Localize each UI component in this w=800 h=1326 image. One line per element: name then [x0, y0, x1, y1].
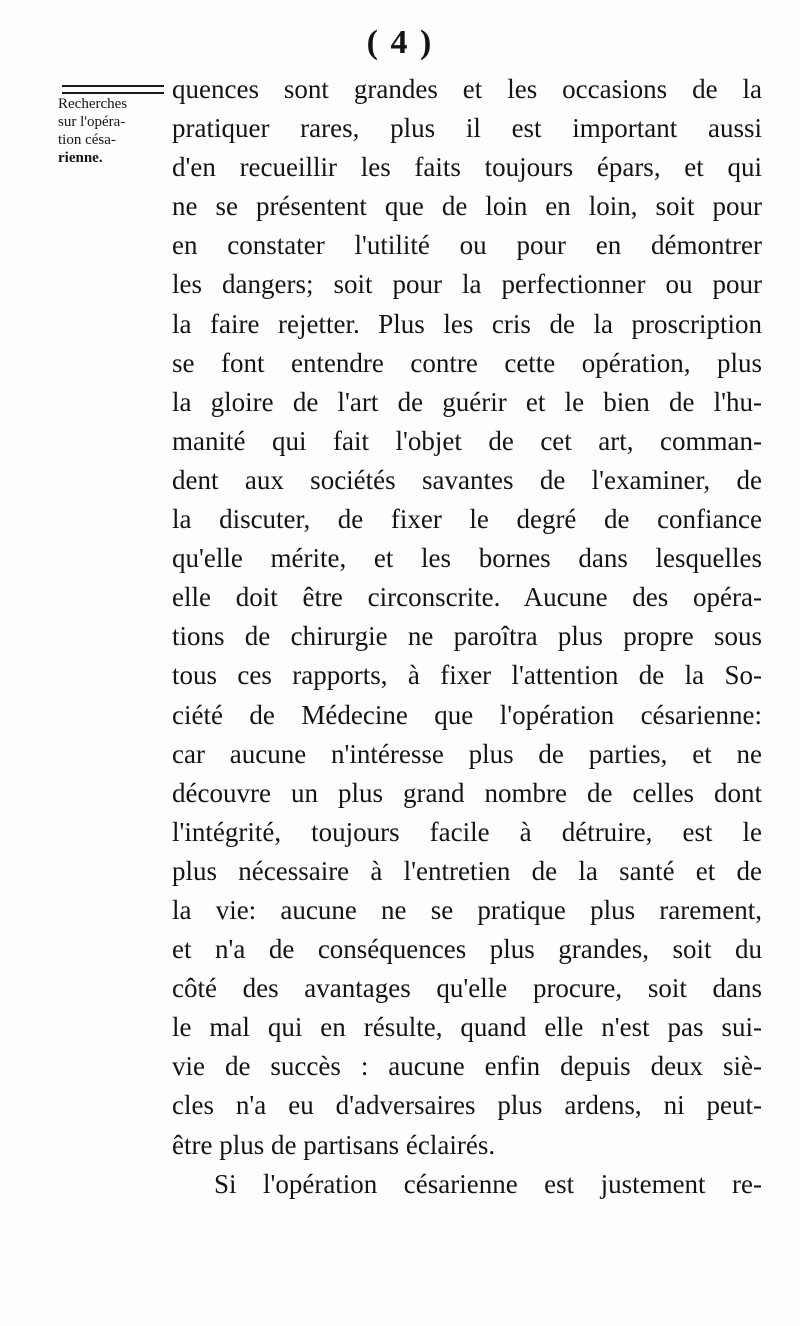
text-line: la vie: aucune ne se pratique plus rarement, [172, 894, 762, 925]
text-line: la discuter, de fixer le degré de confiance [172, 504, 762, 535]
page-number: ( 4 ) [366, 24, 434, 61]
text-line: ne se présentent que de loin en loin, soit pour [172, 191, 762, 222]
text-line: d'en recueillir les faits toujours épars, et qui [172, 152, 762, 183]
text-line: les dangers; soit pour la perfectionner ou pour [172, 269, 762, 300]
text-line: la gloire de l'art de guérir et le bien de l'hu- [172, 386, 762, 417]
margin-note-line: rienne. [58, 150, 103, 166]
text-line: côté des avantages qu'elle procure, soit dans [172, 973, 762, 1004]
text-line: vie de succès : aucune enfin depuis deux siè- [172, 1051, 762, 1082]
text-line: Si l'opération césarienne est justement re- [214, 1168, 762, 1199]
text-line: l'intégrité, toujours facile à détruire, est le [172, 816, 762, 847]
text-line: ciété de Médecine que l'opération césarienne: [172, 699, 762, 730]
margin-note [58, 95, 168, 167]
text-line: qu'elle mérite, et les bornes dans lesquelles [172, 543, 762, 574]
text-line: tions de chirurgie ne paroîtra plus propre sous [172, 621, 762, 652]
margin-note-line: Recherches [58, 96, 128, 112]
text-line: découvre un plus grand nombre de celles dont [172, 777, 762, 808]
text-line: quences sont grandes et les occasions de la [172, 74, 762, 104]
text-line: car aucune n'intéresse plus de parties, et ne [172, 738, 762, 769]
text-line: le mal qui en résulte, quand elle n'est pas sui- [172, 1012, 762, 1043]
text-line: tous ces rapports, à fixer l'attention de la So- [172, 660, 762, 691]
text-line: pratiquer rares, plus il est important aussi [172, 113, 762, 144]
body-text [172, 70, 762, 1204]
text-line: et n'a de conséquences plus grandes, soit du [172, 934, 762, 965]
text-line: en constater l'utilité ou pour en démontrer [172, 230, 762, 261]
text-line: se font entendre contre cette opération, plus [172, 347, 762, 378]
text-line: plus nécessaire à l'entretien de la santé et de [172, 855, 762, 886]
text-line: la faire rejetter. Plus les cris de la proscription [172, 308, 762, 339]
text-line: cles n'a eu d'adversaires plus ardens, ni peut- [172, 1090, 762, 1121]
text-line: être plus de partisans éclairés. [172, 1129, 496, 1160]
text-line: manité qui fait l'objet de cet art, comman- [172, 425, 762, 456]
margin-rule [62, 85, 164, 94]
text-line: dent aux sociétés savantes de l'examiner, de [172, 464, 762, 495]
margin-note-line: sur l'opéra- [58, 114, 126, 130]
text-line: elle doit être circonscrite. Aucune des opéra- [172, 582, 762, 613]
margin-note-line: tion césa- [58, 132, 116, 148]
